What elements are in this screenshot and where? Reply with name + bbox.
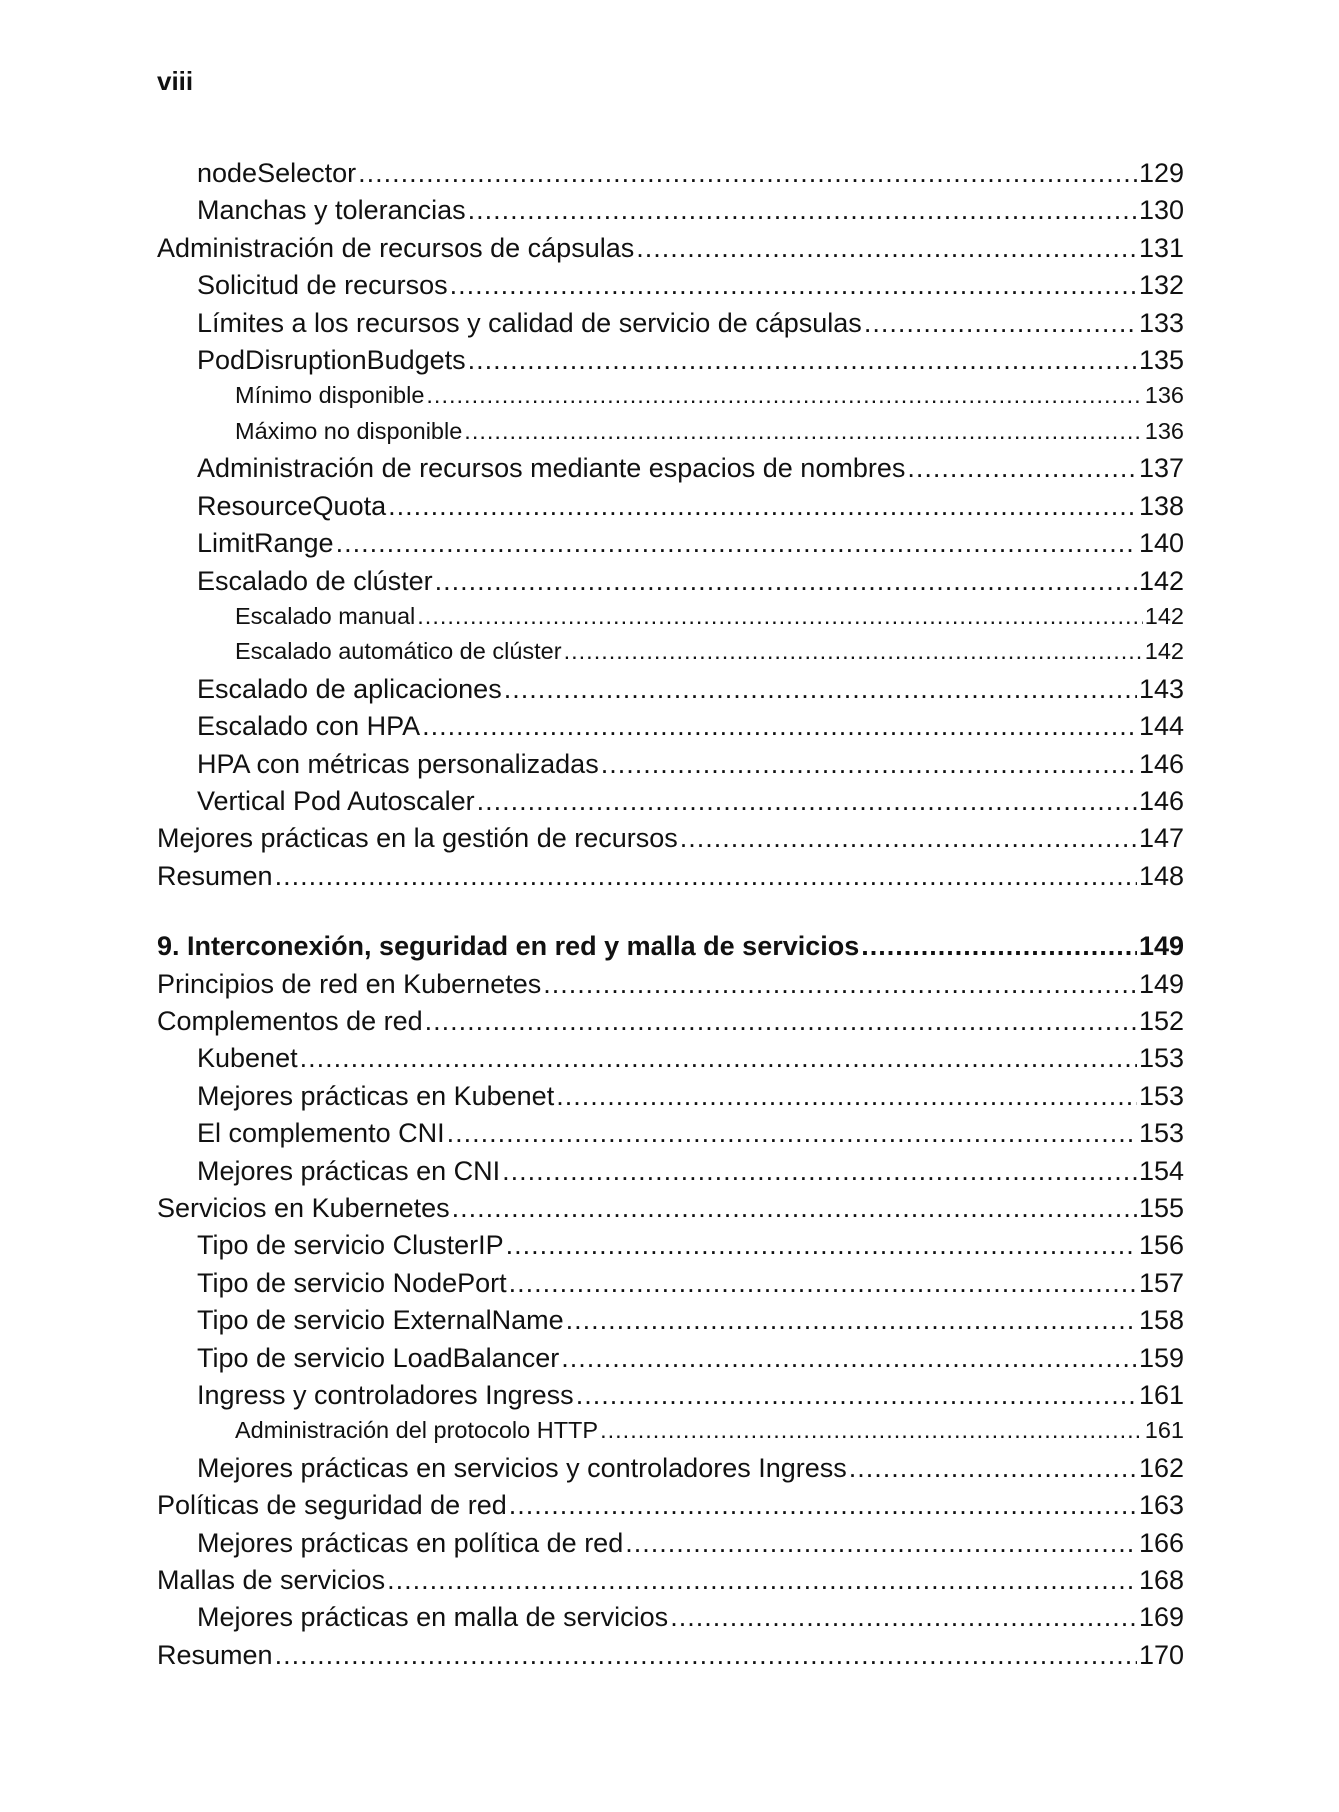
- toc-entry-page: 142: [1144, 638, 1184, 665]
- toc-entry-page: 130: [1138, 195, 1184, 226]
- toc-entry-page: 161: [1144, 1417, 1184, 1444]
- toc-entry-page: 144: [1138, 711, 1184, 742]
- toc-dot-leader: [625, 1528, 1137, 1559]
- toc-entry[interactable]: [157, 1565, 1184, 1602]
- toc-entry-page: 166: [1138, 1527, 1184, 1558]
- toc-entry-title: Tipo de servicio NodePort: [197, 1267, 507, 1298]
- toc-dot-leader: [300, 1043, 1137, 1074]
- toc-entry-page: 169: [1138, 1602, 1184, 1633]
- toc-entry-page: 131: [1138, 232, 1184, 263]
- toc-entry-page: 153: [1138, 1043, 1184, 1074]
- toc-entry-page: 146: [1138, 748, 1184, 779]
- toc-entry[interactable]: [157, 1380, 1184, 1417]
- toc-dot-leader: [849, 1453, 1137, 1484]
- toc-dot-leader: [670, 1602, 1137, 1633]
- toc-entry-title: LimitRange: [197, 528, 334, 559]
- toc-entry[interactable]: [157, 1528, 1184, 1565]
- toc-entry-title: Escalado manual: [235, 602, 416, 629]
- toc-entry[interactable]: [157, 491, 1184, 528]
- toc-entry[interactable]: [157, 1602, 1184, 1639]
- toc-dot-leader: [275, 1640, 1137, 1671]
- toc-entry-title: Administración de recursos mediante espacios de nombres: [197, 453, 906, 484]
- toc-dot-leader: [468, 345, 1137, 376]
- toc-entry-page: 135: [1138, 344, 1184, 375]
- toc-entry-title: Límites a los recursos y calidad de servicio de cápsulas: [197, 307, 862, 338]
- toc-entry-title: Complementos de red: [157, 1006, 423, 1037]
- toc-dot-leader: [426, 382, 1142, 409]
- toc-entry[interactable]: [157, 1490, 1184, 1527]
- toc-entry-title: Mejores prácticas en CNI: [197, 1155, 501, 1186]
- toc-entry[interactable]: [157, 1118, 1184, 1155]
- toc-entry-title: Resumen: [157, 1639, 273, 1670]
- toc-entry-page: 129: [1138, 158, 1184, 188]
- toc-entry-title: Tipo de servicio ExternalName: [197, 1305, 564, 1336]
- toc-entry[interactable]: [157, 1230, 1184, 1267]
- toc-entry[interactable]: [157, 603, 1184, 639]
- toc-entry-page: 154: [1138, 1155, 1184, 1186]
- toc-entry-title: Administración del protocolo HTTP: [235, 1417, 599, 1444]
- toc-dot-leader: [417, 603, 1143, 630]
- table-of-contents: [157, 158, 1184, 1677]
- toc-dot-leader: [387, 1565, 1137, 1596]
- toc-entry[interactable]: [157, 1081, 1184, 1118]
- toc-entry[interactable]: [157, 1453, 1184, 1490]
- toc-entry[interactable]: [157, 638, 1184, 674]
- toc-entry-page: 136: [1144, 417, 1184, 444]
- toc-entry[interactable]: [157, 1343, 1184, 1380]
- toc-entry-title: Tipo de servicio LoadBalancer: [197, 1342, 560, 1373]
- toc-entry-title: Manchas y tolerancias: [197, 195, 466, 226]
- toc-dot-leader: [502, 1156, 1137, 1187]
- toc-dot-leader: [452, 1193, 1137, 1224]
- toc-dot-leader: [477, 786, 1137, 817]
- toc-entry[interactable]: [157, 969, 1184, 1006]
- toc-entry[interactable]: [157, 418, 1184, 454]
- toc-entry[interactable]: [157, 711, 1184, 748]
- page-number: viii: [157, 66, 194, 96]
- toc-entry-title: Mejores prácticas en malla de servicios: [197, 1602, 669, 1633]
- toc-entry-title: Mejores prácticas en servicios y controladores Ingress: [197, 1452, 847, 1483]
- toc-entry-page: 138: [1138, 490, 1184, 521]
- toc-entry-page: 149: [1138, 931, 1184, 962]
- toc-entry-title: Mínimo disponible: [235, 382, 425, 409]
- toc-chapter-heading[interactable]: [157, 931, 1184, 968]
- toc-entry-page: 136: [1144, 382, 1184, 409]
- toc-dot-leader: [600, 1417, 1143, 1444]
- toc-dot-leader: [358, 158, 1137, 189]
- toc-entry[interactable]: [157, 823, 1184, 860]
- toc-entry[interactable]: [157, 749, 1184, 786]
- toc-entry-title: Mejores prácticas en la gestión de recursos: [157, 823, 678, 854]
- toc-entry[interactable]: [157, 382, 1184, 418]
- toc-entry-title: Mallas de servicios: [157, 1565, 386, 1595]
- toc-dot-leader: [447, 1118, 1137, 1149]
- toc-entry-page: 153: [1138, 1118, 1184, 1149]
- toc-dot-leader: [506, 1230, 1137, 1261]
- toc-dot-leader: [435, 566, 1137, 597]
- toc-dot-leader: [564, 638, 1143, 665]
- toc-entry-page: 159: [1138, 1342, 1184, 1373]
- toc-entry-title: Servicios en Kubernetes: [157, 1192, 450, 1223]
- toc-entry[interactable]: [157, 308, 1184, 345]
- toc-dot-leader: [636, 233, 1137, 264]
- toc-entry-page: 152: [1138, 1006, 1184, 1037]
- toc-entry-title: Solicitud de recursos: [197, 270, 448, 301]
- toc-entry-title: Tipo de servicio ClusterIP: [197, 1230, 504, 1261]
- toc-entry-title: Ingress y controladores Ingress: [197, 1379, 574, 1410]
- toc-entry-title: Kubenet: [197, 1043, 298, 1074]
- toc-entry-page: 153: [1138, 1080, 1184, 1111]
- toc-entry-page: 146: [1138, 786, 1184, 817]
- toc-entry[interactable]: [157, 195, 1184, 232]
- toc-dot-leader: [680, 823, 1137, 854]
- toc-entry[interactable]: [157, 1268, 1184, 1305]
- toc-dot-leader: [907, 453, 1137, 484]
- toc-entry[interactable]: [157, 345, 1184, 382]
- toc-dot-leader: [425, 1006, 1137, 1037]
- toc-entry[interactable]: [157, 566, 1184, 603]
- toc-entry-page: 163: [1138, 1490, 1184, 1521]
- toc-entry-title: Escalado con HPA: [197, 711, 421, 742]
- toc-entry-page: 143: [1138, 673, 1184, 704]
- toc-dot-leader: [464, 418, 1142, 445]
- toc-entry-page: 147: [1138, 823, 1184, 854]
- toc-entry[interactable]: [157, 1006, 1184, 1043]
- toc-entry-page: 149: [1138, 968, 1184, 999]
- toc-entry-title: Vertical Pod Autoscaler: [197, 786, 475, 817]
- toc-entry-title: Escalado automático de clúster: [235, 638, 562, 665]
- toc-entry-title: Políticas de seguridad de red: [157, 1490, 507, 1521]
- toc-dot-leader: [566, 1305, 1137, 1336]
- toc-dot-leader: [275, 861, 1137, 892]
- toc-entry-title: HPA con métricas personalizadas: [197, 748, 599, 779]
- toc-entry-page: 161: [1138, 1379, 1184, 1410]
- toc-entry-title: Escalado de clúster: [197, 565, 433, 596]
- toc-entry-title: ResourceQuota: [197, 490, 387, 521]
- toc-entry-page: 162: [1138, 1452, 1184, 1483]
- toc-dot-leader: [601, 749, 1137, 780]
- toc-entry-title: Principios de red en Kubernetes: [157, 968, 542, 999]
- toc-entry-page: 142: [1138, 565, 1184, 596]
- toc-entry-title: Mejores prácticas en política de red: [197, 1527, 624, 1558]
- toc-entry[interactable]: [157, 1417, 1184, 1453]
- toc-dot-leader: [556, 1081, 1137, 1112]
- toc-dot-leader: [450, 270, 1137, 301]
- toc-dot-leader: [864, 308, 1137, 339]
- toc-dot-leader: [468, 195, 1137, 226]
- toc-entry[interactable]: [157, 1193, 1184, 1230]
- toc-entry[interactable]: [157, 1043, 1184, 1080]
- toc-entry-page: 158: [1138, 1305, 1184, 1336]
- toc-entry-page: 148: [1138, 860, 1184, 891]
- toc-entry[interactable]: [157, 861, 1184, 898]
- toc-entry-title: nodeSelector: [197, 158, 357, 188]
- toc-entry[interactable]: [157, 270, 1184, 307]
- toc-entry-page: 157: [1138, 1267, 1184, 1298]
- toc-entry-page: 142: [1144, 602, 1184, 629]
- toc-entry[interactable]: [157, 158, 1184, 195]
- toc-entry[interactable]: [157, 233, 1184, 270]
- toc-dot-leader: [861, 931, 1137, 962]
- toc-entry-title: Escalado de aplicaciones: [197, 673, 502, 704]
- toc-entry-title: 9. Interconexión, seguridad en red y malla de servicios: [157, 931, 860, 962]
- toc-entry-title: Máximo no disponible: [235, 417, 463, 444]
- toc-entry-title: Resumen: [157, 860, 273, 891]
- toc-entry[interactable]: [157, 1640, 1184, 1677]
- toc-dot-leader: [509, 1490, 1137, 1521]
- toc-dot-leader: [543, 969, 1137, 1000]
- toc-dot-leader: [388, 491, 1137, 522]
- toc-dot-leader: [422, 711, 1137, 742]
- toc-dot-leader: [336, 528, 1137, 559]
- toc-entry[interactable]: [157, 1156, 1184, 1193]
- toc-entry[interactable]: [157, 786, 1184, 823]
- toc-entry[interactable]: [157, 528, 1184, 565]
- toc-entry-page: 170: [1138, 1639, 1184, 1670]
- toc-entry-page: 137: [1138, 453, 1184, 484]
- toc-dot-leader: [509, 1268, 1137, 1299]
- toc-entry[interactable]: [157, 674, 1184, 711]
- toc-entry-page: 168: [1138, 1565, 1184, 1595]
- toc-entry-page: 132: [1138, 270, 1184, 301]
- toc-entry-title: PodDisruptionBudgets: [197, 344, 466, 375]
- toc-dot-leader: [576, 1380, 1137, 1411]
- toc-entry-page: 156: [1138, 1230, 1184, 1261]
- toc-entry-page: 133: [1138, 307, 1184, 338]
- toc-entry-page: 155: [1138, 1192, 1184, 1223]
- toc-dot-leader: [561, 1343, 1137, 1374]
- toc-entry-title: Mejores prácticas en Kubenet: [197, 1080, 555, 1111]
- toc-entry-page: 140: [1138, 528, 1184, 559]
- toc-dot-leader: [504, 674, 1137, 705]
- toc-entry[interactable]: [157, 453, 1184, 490]
- toc-entry-title: El complemento CNI: [197, 1118, 445, 1149]
- toc-entry[interactable]: [157, 1305, 1184, 1342]
- toc-entry-title: Administración de recursos de cápsulas: [157, 232, 635, 263]
